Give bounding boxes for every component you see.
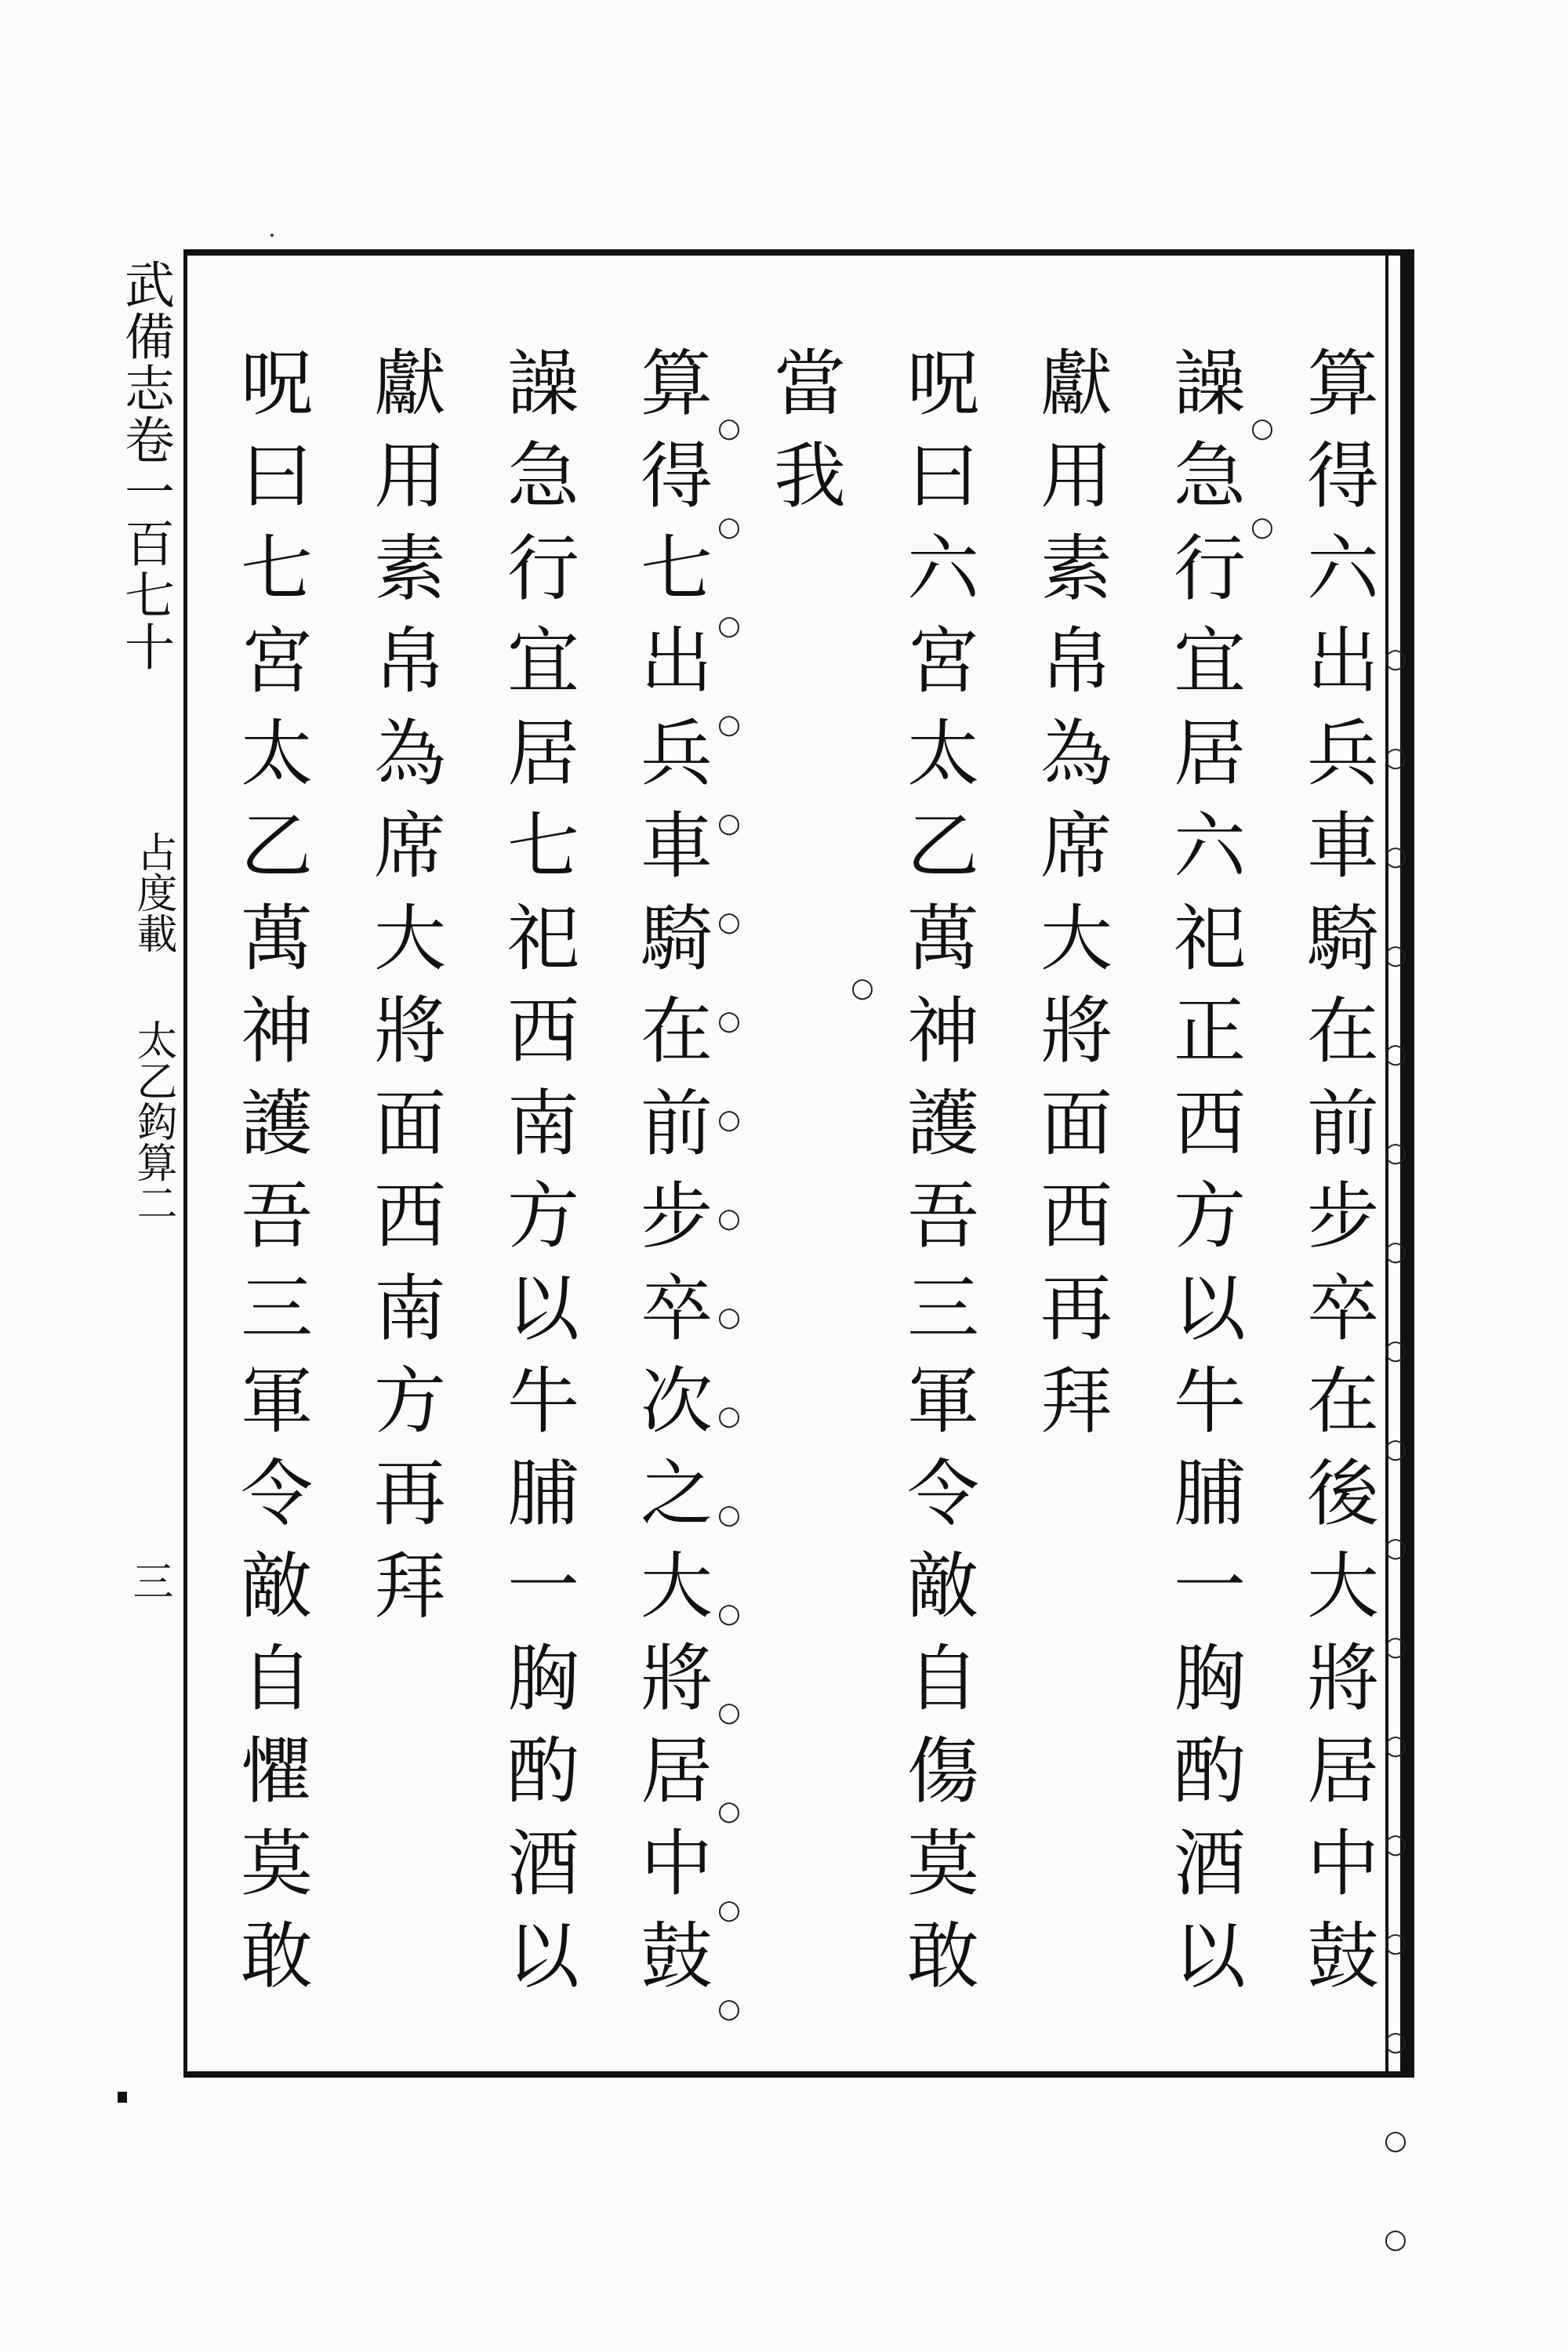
reading-marks-column-1: ○○○○○○○○○○○○○○○○○ xyxy=(1380,643,1411,2322)
reading-marks-column-2: ○○ xyxy=(1247,412,1278,610)
section-title: 占度載 xyxy=(129,831,176,953)
text-column-4: 呪曰六宮太乙萬神護吾三軍令敵自傷莫敢 xyxy=(895,345,979,2010)
text-column-5: 當我 xyxy=(762,345,846,530)
text-column-6: 算得七出兵車騎在前步卒次之大將居中鼓 xyxy=(629,345,713,2010)
book-title: 武備志卷一百七十 xyxy=(116,259,174,673)
page-number: 三 xyxy=(125,1560,172,1601)
main-text-area xyxy=(196,345,1411,2322)
text-column-3: 獻用素帛為席大將面西再拜 xyxy=(1029,345,1112,1455)
ink-speck xyxy=(270,234,274,237)
text-column-8: 獻用素帛為席大將面西南方再拜 xyxy=(362,345,446,1640)
text-column-2: 譟急行宜居六祀正西方以牛脯一胸酌酒以 xyxy=(1162,345,1246,2010)
reading-marks-column-5: ○ xyxy=(847,972,878,1071)
corner-mark xyxy=(118,2092,127,2103)
reading-marks-column-6: ○○○○○○○○○○○○○○○○○ xyxy=(713,412,745,2092)
text-column-7: 譟急行宜居七祀西南方以牛脯一胸酌酒以 xyxy=(495,345,579,2010)
subsection-title: 太乙鈎算二 xyxy=(129,1019,176,1223)
text-column-9: 呪曰七宮太乙萬神護吾三軍令敵自懼莫敢 xyxy=(229,345,313,2010)
text-column-1: 算得六出兵車騎在前步卒在後大將居中鼓 xyxy=(1295,345,1379,2010)
